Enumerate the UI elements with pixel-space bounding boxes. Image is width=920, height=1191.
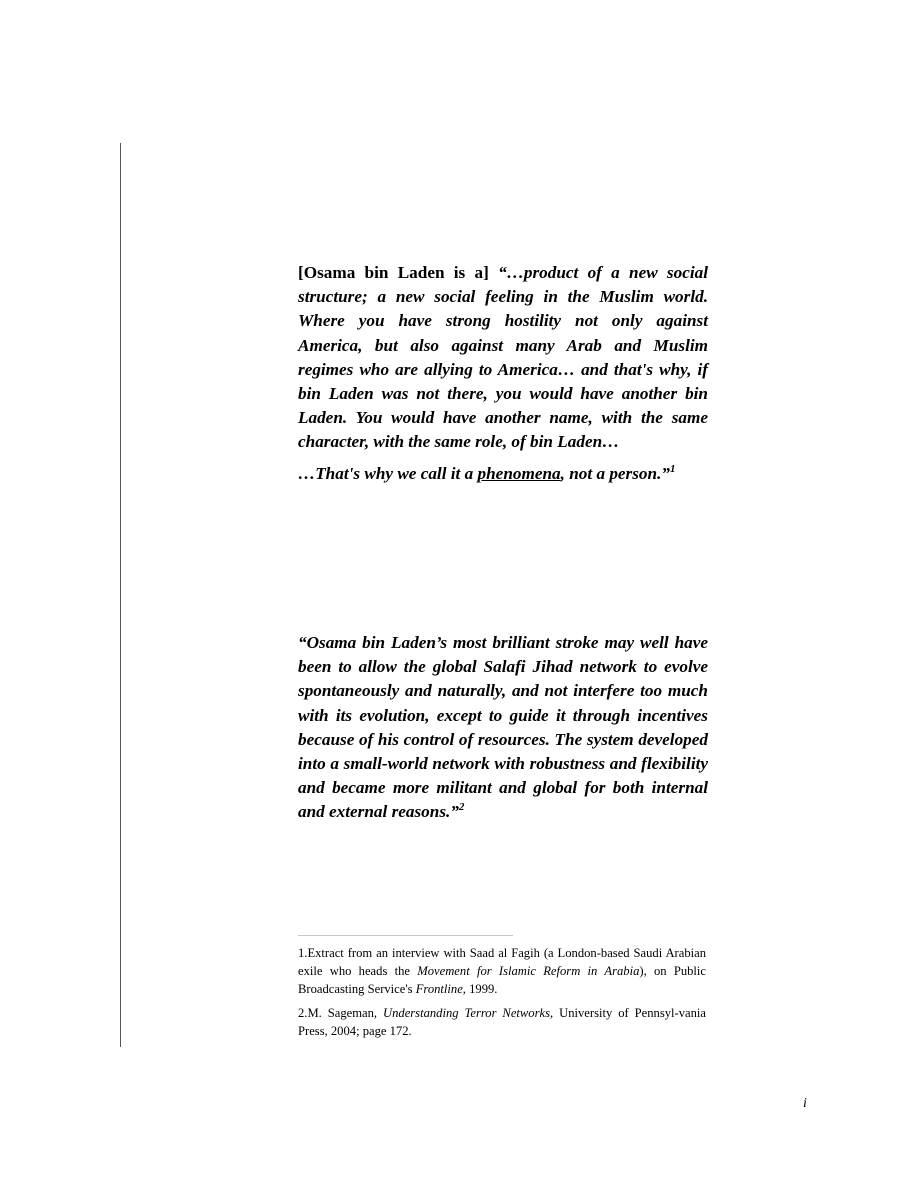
quote-bracket-lead: [Osama bin Laden is a] (298, 263, 489, 282)
footnote-italic: Frontline (415, 982, 463, 996)
footnotes (298, 944, 706, 1040)
footnote-separator (298, 935, 513, 936)
epigraph-quote-fagih (298, 261, 708, 486)
footnote-2 (298, 1004, 706, 1040)
footnote-text: ), on Public Broadcasting Service's (298, 964, 707, 996)
quote-closing-line (298, 462, 708, 486)
footnote-text: 2.M. Sageman, (298, 1006, 383, 1020)
quote-closing-text: …That's why we call it a (298, 463, 478, 483)
underlined-word: phenomena (477, 463, 561, 483)
quote-closing-end: , not a person.” (560, 463, 670, 483)
page-number: i (803, 1096, 807, 1111)
margin-rule (120, 143, 121, 1047)
footnote-italic: Movement for Islamic Reform in Arabia (417, 964, 640, 978)
quote-paragraph (298, 261, 708, 455)
epigraph-quote-sageman (298, 631, 708, 825)
footnote-1 (298, 944, 706, 998)
quote-body: “…product of a new social structure; a new social feeling in the Muslim world. Where you have strong hostility not only against America, but also against many Arab and Muslim regimes who are allying to America… and that's why, if bin Laden was not there, you would have another bin Laden. You would have another name, with the same character, with the same role, of bin Laden… (298, 263, 708, 452)
footnote-text: 1.Extract from an interview with Saad al Fagih (a London-based Saudi Arabian exile who heads the (298, 946, 706, 978)
footnote-marker-1[interactable]: 1 (669, 462, 676, 475)
quote-paragraph (298, 631, 708, 825)
footnote-text: , 1999. (462, 982, 498, 996)
footnote-italic: Understanding Terror Networks (383, 1006, 550, 1020)
footnote-marker-2[interactable]: 2 (458, 801, 465, 814)
footnote-text: , University of Pennsyl-vania Press, 2004; page 172. (298, 1006, 706, 1038)
quote-body: “Osama bin Laden’s most brilliant stroke may well have been to allow the global Salafi Jihad network to evolve spontaneously and naturally, and not interfere too much with its evolution, except to guide it through incentives because of his control of resources. The system developed into a small-world network with robustness and flexibility and became more militant and global for both internal and external reasons.” (298, 633, 708, 822)
